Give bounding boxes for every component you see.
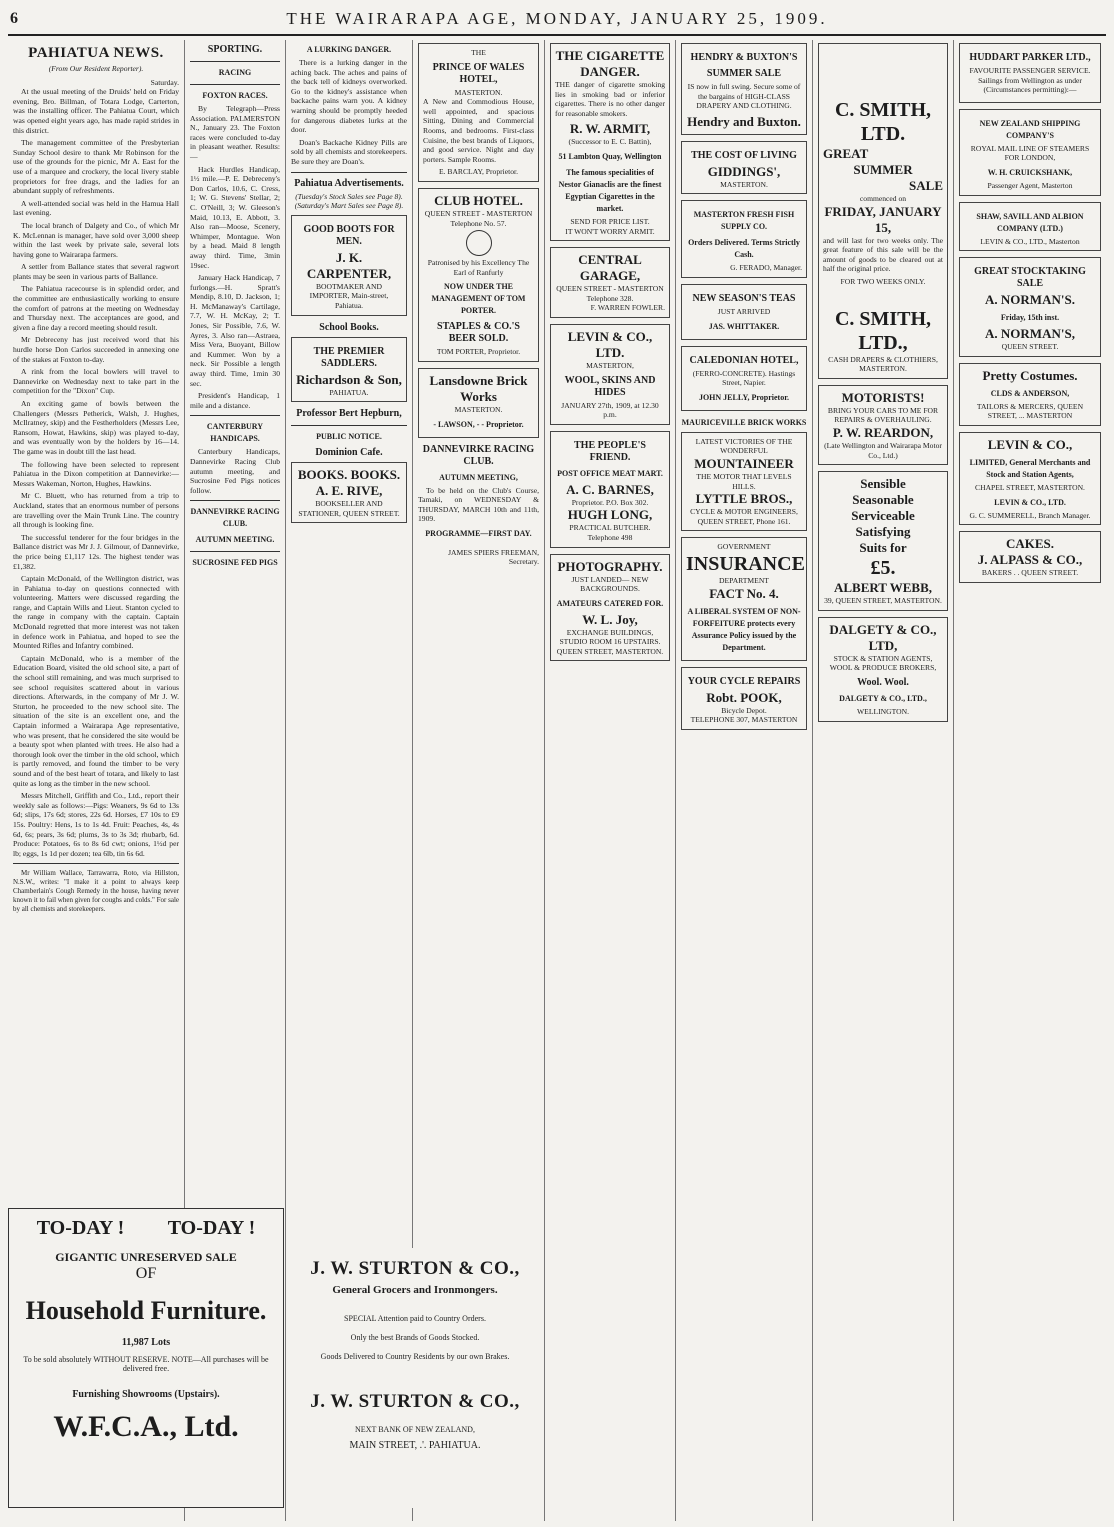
race-paragraph: By Telegraph—Press Association. PALMERSTON N., January 23. The Foxton races were concluded to-day in pleasant weather. Results:— xyxy=(190,104,280,161)
stocktaking-date: Friday, 15th inst. xyxy=(1000,313,1060,323)
summer-sale-heading: SUMMER SALE xyxy=(706,68,782,79)
brick-place: MASTERTON. xyxy=(454,404,503,414)
pook-depot: Bicycle Depot. xyxy=(721,705,767,715)
fact-heading: FACT No. 4. xyxy=(709,585,779,601)
mountaineer-sub: THE MOTOR THAT LEVELS HILLS. xyxy=(696,471,792,491)
fish-terms: Orders Delivered. Terms Strictly Cash. xyxy=(688,238,800,260)
race-paragraph: Canterbury Handicaps, Dannevirke Racing Club autumn meeting, and Sucrosine Fed Pigs notices follow. xyxy=(190,447,280,495)
news-paragraph: The Pahiatua racecourse is in splendid order, and the committee are enthusiastically working to ensure the comfort of patrons at the meeting on Wednesday and Thursday next. The acceptances are good, and given a fine day a record meeting should result. xyxy=(13,284,179,332)
news-paragraph: Mr Debreceny has just received word that his hurdle horse Don Carlos succeeded in annexing one of the stakes at Foxton to-day. xyxy=(13,335,179,364)
wool-heading: Wool. Wool. xyxy=(857,676,909,688)
levin-merchants-ad xyxy=(959,432,1101,525)
race-paragraph: January Hack Handicap, 7 furlongs.—H. Spratt's Mendip, 8.10, D. Jackson, 1; H. McManaway's Cartilage, 7.7, W. H. McKay, 2; T. Jones, Sir Possible, 7.6, W. Ayres, 3. Also ran—Astraea, Miss Vera, Buoyant, Billow and Kummer. Won by a neck. Sir Possible a length away third. Time, 1min 30 sec. xyxy=(190,273,280,388)
two-weeks-label: FOR TWO WEEKS ONLY. xyxy=(840,276,926,286)
news-paragraph: At the usual meeting of the Druids' held on Friday evening, Bro. Billman, of Totara Lodge, Carterton, was the installing officer. The Pahiatua Court, which was opened eight years ago, has made rapid strides in this district. xyxy=(13,87,179,135)
costumes-ad xyxy=(959,363,1101,426)
garage-address: QUEEN STREET - MASTERTON Telephone 328. xyxy=(556,284,664,303)
shaw-savill-ad xyxy=(959,202,1101,252)
suits-line: Suits for xyxy=(859,540,907,556)
norman-ad xyxy=(959,257,1101,357)
sporting-heading: SPORTING. xyxy=(207,44,263,55)
armit-worry: IT WON'T WORRY ARMIT. xyxy=(565,226,655,236)
canterbury-heading: CANTERBURY HANDICAPS. xyxy=(206,422,264,444)
showrooms-label: Furnishing Showrooms (Upstairs). xyxy=(72,1389,220,1400)
hepburn-heading: Professor Bert Hepburn, xyxy=(296,408,402,420)
levin-place: MASTERTON, xyxy=(586,360,634,370)
mountaineer-heading: MOUNTAINEER xyxy=(694,455,794,471)
suits-line: Satisfying xyxy=(855,524,911,540)
autumn-meeting-heading: AUTUMN MEETING. xyxy=(195,535,275,545)
mauriceville-heading: MAURICEVILLE BRICK WORKS xyxy=(681,417,807,427)
armit-price-list: SEND FOR PRICE LIST. xyxy=(570,216,650,226)
prince-of-wales-ad xyxy=(418,43,539,182)
today-row xyxy=(15,1215,277,1241)
summerell-manager: G. C. SUMMERELL, Branch Manager. xyxy=(969,510,1091,520)
costumes-heading: Pretty Costumes. xyxy=(982,367,1078,383)
joy-address: STUDIO ROOM 16 UPSTAIRS. QUEEN STREET, MASTERTON. xyxy=(556,637,664,656)
brick-heading: Lansdowne Brick Works xyxy=(429,372,528,404)
hotel-place: MASTERTON. xyxy=(454,87,503,97)
column-drapers xyxy=(675,40,812,1521)
hendry-buxton-name: Hendry and Buxton. xyxy=(687,113,801,129)
lyttle-details: CYCLE & MOTOR ENGINEERS, QUEEN STREET, Phone 161. xyxy=(690,507,798,526)
racing-programme: PROGRAMME—FIRST DAY. xyxy=(425,528,532,538)
reardon-sub: (Late Wellington and Wairarapa Motor Co., Ltd.) xyxy=(824,440,942,460)
meat-mart-ad xyxy=(550,431,670,548)
webb-suits-ad xyxy=(818,471,948,611)
news-paragraph: The local branch of Dalgety and Co., of which Mr K. McLennan is manager, have sold over 3,000 sheep within the last week by private sale, several lots having gone to Wairarapa farmers. xyxy=(13,220,179,259)
caledonian-sub: (FERRO-CONCRETE). Hastings Street, Napier. xyxy=(692,368,796,388)
levin-heading: LEVIN & CO., LTD. xyxy=(567,328,653,360)
shaw-savill-heading: SHAW, SAVILL AND ALBION COMPANY (LTD.) xyxy=(976,211,1084,233)
photography-sub: JUST LANDED— NEW BACKGROUNDS. xyxy=(571,574,649,594)
rive-trade: BOOKSELLER AND STATIONER, QUEEN STREET. xyxy=(298,499,400,518)
hugh-long-details: PRACTICAL BUTCHER. Telephone 498 xyxy=(569,523,651,542)
garage-heading: CENTRAL GARAGE, xyxy=(578,252,642,284)
fish-heading: MASTERTON FRESH FISH SUPPLY CO. xyxy=(693,210,795,232)
garage-proprietor: F. WARREN FOWLER. xyxy=(590,303,665,313)
summer-label: SUMMER xyxy=(853,162,913,177)
armit-tagline: The famous specialities of Nestor Gianaclis are the finest Egyptian Cigarettes in the market. xyxy=(558,167,662,213)
club-hotel-ad xyxy=(418,188,539,362)
suits-price: £5. xyxy=(870,557,896,580)
column-smith xyxy=(812,40,953,1521)
divider xyxy=(190,500,280,501)
reardon-name: P. W. REARDON, xyxy=(832,424,934,440)
racing-secretary: JAMES SPIERS FREEMAN, Secretary. xyxy=(448,547,539,567)
pahiatua-ads-note: (Tuesday's Stock Sales see Page 8). (Saturday's Mart Sales see Page 8). xyxy=(294,191,404,211)
reardon-ad xyxy=(818,385,948,465)
racing-club-heading: DANNEVIRKE RACING CLUB. xyxy=(422,443,535,467)
teas-arrived: JUST ARRIVED xyxy=(717,306,771,316)
webb-name: ALBERT WEBB, xyxy=(833,580,933,596)
sturton-brands: Only the best Brands of Goods Stocked. xyxy=(350,1333,480,1342)
cigarette-ad xyxy=(550,43,670,241)
brick-proprietor: - LAWSON, - - Proprietor. xyxy=(433,419,524,429)
huddart-heading: HUDDART PARKER LTD., xyxy=(969,52,1091,63)
caledonian-heading: CALEDONIAN HOTEL, xyxy=(689,354,799,366)
teas-ad xyxy=(681,284,807,340)
cycle-repairs-heading: YOUR CYCLE REPAIRS xyxy=(687,675,801,687)
saddlers-name: Richardson & Son, xyxy=(296,371,402,387)
motorists-sub: BRING YOUR CARS TO ME FOR REPAIRS & OVERHAULING. xyxy=(827,405,939,425)
mountaineer-ad xyxy=(681,432,807,532)
clds-sub: TAILORS & MERCERS, QUEEN STREET, ... MASTERTON xyxy=(976,401,1084,421)
lurking-danger-heading: A LURKING DANGER. xyxy=(306,45,392,54)
cakes-heading: CAKES. xyxy=(1005,536,1055,552)
levin-sale-items: WOOL, SKINS AND HIDES xyxy=(564,374,656,398)
latest-victories: LATEST VICTORIES OF THE WONDERFUL xyxy=(695,436,793,456)
sale-note: To be sold absolutely WITHOUT RESERVE. NOTE—All purchases will be delivered free. xyxy=(23,1355,269,1373)
club-hotel-patron: Patronised by his Excellency The Earl of Ranfurly xyxy=(427,258,530,277)
dalgety-ad xyxy=(818,617,948,722)
club-hotel-heading: CLUB HOTEL. xyxy=(434,192,523,208)
webb-address: 39, QUEEN STREET, MASTERTON. xyxy=(824,596,942,606)
divider xyxy=(291,172,407,173)
insurance-heading: INSURANCE xyxy=(686,552,805,575)
pahiatua-news-heading: PAHIATUA NEWS. xyxy=(28,45,164,61)
staples-beer: STAPLES & CO.'S BEER SOLD. xyxy=(437,321,520,345)
hendry-buxton-heading: HENDRY & BUXTON'S xyxy=(690,52,798,63)
armit-address: 51 Lambton Quay, Wellington xyxy=(558,151,662,161)
alpass-name: J. ALPASS & CO., xyxy=(977,552,1083,568)
race-paragraph: President's Handicap, 1 mile and a distance. xyxy=(190,391,280,410)
race-paragraph: Hack Hurdles Handicap, 1½ mile.—P. E. Debreceny's Don Carlos, 10.6, C. Cress, 1; W. G. Stevens' Stellar, 2; C. O'Neill, 3; W. Gleeson's Maid, 10.13, E. Abbott, 3. Also ran—Moose, Scenery, Whimper, Montague. Won by a head. Maid 8 length away third. Time, 3min 19sec. xyxy=(190,164,280,270)
sale-label: SALE xyxy=(909,178,943,193)
giddings-place: MASTERTON. xyxy=(720,179,768,189)
stocktaking-heading: GREAT STOCKTAKING SALE xyxy=(974,266,1086,290)
news-paragraph: A rink from the local bowlers will travel to Dannevirke on Wednesday next to take part in the competition for the "Dixon" Cup. xyxy=(13,367,179,396)
huddart-ad xyxy=(959,43,1101,103)
byline: (From Our Resident Reporter). xyxy=(48,64,144,73)
carpenter-trade: BOOTMAKER AND IMPORTER, Main-street, Pahiatua. xyxy=(309,281,389,310)
hotel-description: A New and Commodious House, well appointed, and spacious Sitting, Dining and Commercial Rooms, and bedrooms. First-class Cuisine, the best brands of Liquors, and good service. Night and day porters. Sample Rooms. xyxy=(423,97,534,164)
sale-date: FRIDAY, JANUARY 15, xyxy=(824,203,942,235)
news-paragraph: Mr C. Bluett, who has returned from a trip to Auckland, states that an enormous number of persons are travelling over the Main Trunk Line. The country all through is looking fine. xyxy=(13,491,179,530)
barnes-details: Proprietor. P.O. Box 302. xyxy=(571,497,649,507)
column-shipping xyxy=(953,40,1106,1521)
divider xyxy=(190,61,280,62)
central-garage-ad xyxy=(550,247,670,318)
furniture-heading: Household Furniture. xyxy=(25,1296,267,1325)
dalgety-name: DALGETY & CO., LTD, xyxy=(829,621,937,653)
photography-heading: PHOTOGRAPHY. xyxy=(557,558,663,574)
pook-ad xyxy=(681,667,807,730)
racing-date: To be held on the Club's Course, Tamaki, on WEDNESDAY & THURSDAY, MARCH 10th and 11th, 1909. xyxy=(418,485,539,524)
hugh-long-name: HUGH LONG, xyxy=(567,507,653,523)
insurance-dept: DEPARTMENT xyxy=(719,575,769,585)
sucrosine-heading: SUCROSINE FED PIGS xyxy=(192,558,278,568)
hotel-name: PRINCE OF WALES HOTEL, xyxy=(432,61,525,85)
suits-line: Seasonable xyxy=(852,492,914,508)
furniture-sale-ad xyxy=(8,1208,284,1508)
club-hotel-address: QUEEN STREET - MASTERTON Telephone No. 57. xyxy=(424,208,533,228)
today-right: TO-DAY ! xyxy=(167,1217,256,1239)
carpenter-name: J. K. CARPENTER, xyxy=(306,249,392,281)
levin-agents: LEVIN & CO., LTD., Masterton xyxy=(980,236,1080,246)
photography-ad xyxy=(550,554,670,662)
sturton-ad xyxy=(285,1248,544,1508)
huddart-text: Sailings from Wellington as under (Circumstances permitting):— xyxy=(978,75,1082,95)
cigarette-heading: THE CIGARETTE DANGER. xyxy=(555,48,665,79)
saddlers-ad xyxy=(291,337,407,403)
testimonial-paragraph: Mr William Wallace, Tarrawarra, Roto, via Hillston, N.S.W., writes: "I make it a point to always keep Chamberlain's Cough Remedy in the house, having never known it to fail when given for coughs and colds." For sale by all chemists and storekeepers. xyxy=(13,869,179,914)
levin-sale-date: JANUARY 27th, 1909, at 12.30 p.m. xyxy=(561,400,659,420)
sturton-delivered: Goods Delivered to Country Residents by our own Brakes. xyxy=(320,1352,510,1361)
motorists-heading: MOTORISTS! xyxy=(841,389,925,405)
dominion-cafe-heading: Dominion Cafe. xyxy=(315,447,383,459)
nz-shipping-ad xyxy=(959,109,1101,196)
pahiatua-ads-heading: Pahiatua Advertisements. xyxy=(294,177,404,189)
hotel-proprietor: E. BARCLAY, Proprietor. xyxy=(438,167,519,177)
club-hotel-management: NOW UNDER THE MANAGEMENT OF TOM PORTER. xyxy=(431,282,526,316)
sturton-trade: General Grocers and Ironmongers. xyxy=(332,1284,498,1296)
caledonian-proprietor: JOHN JELLY, Proprietor. xyxy=(698,392,790,402)
levin-sale-ad xyxy=(550,324,670,425)
giddings-name: GIDDINGS', xyxy=(707,163,781,179)
suits-line: Serviceable xyxy=(851,508,915,524)
dalgety-sub: STOCK & STATION AGENTS, WOOL & PRODUCE BROKERS, xyxy=(829,653,937,673)
nz-shipping-sub: ROYAL MAIL LINE OF STEAMERS FOR LONDON, xyxy=(970,143,1090,163)
post-office-meat: POST OFFICE MEAT MART. xyxy=(557,468,663,478)
alpass-sub: BAKERS . . QUEEN STREET. xyxy=(981,568,1079,578)
news-paragraph: An exciting game of bowls between the Challengers (Messrs Petherick, Walsh, J. Hughes, McIlratney, skip) and the Festherholders (Messrs Lee, Ransom, Howat, Hawkins, skip) was played to-day, and was eventually won by the holders by 16—14. The game was in doubt till the last head. xyxy=(13,399,179,456)
nz-shipping-heading: NEW ZEALAND SHIPPING COMPANY'S xyxy=(979,118,1081,140)
barnes-name: A. C. BARNES, xyxy=(566,481,654,497)
gigantic-heading: GIGANTIC UNRESERVED SALE xyxy=(55,1250,237,1264)
cigarette-text: THE danger of cigarette smoking lies in smoking bad or inferior cigarettes. There is no other danger for reasonable smokers. xyxy=(555,80,665,118)
divider xyxy=(190,551,280,552)
insurance-government: GOVERNMENT xyxy=(717,542,771,552)
carpenter-ad xyxy=(291,215,407,316)
saddlers-heading: THE PREMIER SADDLERS. xyxy=(313,345,385,369)
smith-sale-ad xyxy=(818,43,948,379)
today-left: TO-DAY ! xyxy=(36,1217,125,1239)
divider xyxy=(13,863,179,864)
commenced-label: commenced on xyxy=(859,194,907,203)
page-number: 6 xyxy=(10,10,18,27)
books-heading: BOOKS. BOOKS. xyxy=(297,467,401,483)
divider xyxy=(190,415,280,416)
wfca-name: W.F.C.A., Ltd. xyxy=(53,1410,239,1443)
norman-name: A. NORMAN'S. xyxy=(985,292,1075,308)
smith-heading-2: C. SMITH, LTD., xyxy=(834,307,932,354)
armit-successor: (Successor to E. C. Battin), xyxy=(568,137,652,147)
column-cigarettes xyxy=(544,40,675,1521)
dalgety-place: WELLINGTON. xyxy=(857,706,909,716)
hotel-the: THE xyxy=(471,48,486,57)
suits-line: Sensible xyxy=(860,476,906,492)
lots-count: 11,987 Lots xyxy=(121,1337,171,1348)
divider xyxy=(291,425,407,426)
norman-address: QUEEN STREET. xyxy=(1001,342,1059,352)
levin-merchants-name: LEVIN & CO., xyxy=(987,436,1073,452)
sturton-bank: NEXT BANK OF NEW ZEALAND, xyxy=(355,1425,475,1434)
sturton-street: MAIN STREET, .'. PAHIATUA. xyxy=(349,1440,481,1451)
foxton-races-heading: FOXTON RACES. xyxy=(202,91,268,100)
smith-heading: C. SMITH, LTD. xyxy=(834,99,932,145)
masthead xyxy=(8,6,1106,36)
whittaker-name: JAS. WHITTAKER. xyxy=(708,321,780,331)
public-notice-heading: PUBLIC NOTICE. xyxy=(316,432,382,442)
norman-name-2: A. NORMAN'S, xyxy=(985,326,1075,342)
hendry-buxton-text: IS now in full swing. Secure some of the bargains of HIGH-CLASS DRAPERY AND CLOTHING. xyxy=(687,82,801,111)
news-paragraph: The following have been selected to represent Pahiatua in the Dixon competition at Dannevirke:—Messrs Wakeman, Norton, Hughes, Hawkins. xyxy=(13,459,179,488)
news-paragraph: Captain McDonald, who is a member of the Education Board, visited the old school site, a part of the school still remaining, and was much surprised to see school requisites scattered about in various directions. Afterwards, in the company of Mr J. W. Sturton, he proceeded to the new school site. The situation of the site is an excellent one, and the Captain informed a Wairarapa Age representative, who was present, that he considered the site would be a beauty spot when planted with trees. He also had a thorough look over the timber in the old school, which is partly removed, and found the timber to be very sound and of the best heart of totara, and likely to last quite as long as the timber in the new school. xyxy=(13,653,179,788)
news-paragraph: The management committee of the Presbyterian Sunday School desire to thank Mr Robinson for the use of the grounds for the picnic, Mr A. East for the use of a marquee and crockery, the local livery stable proprietors for free drags, and the ladies for an abundant supply of refreshments. xyxy=(13,138,179,196)
newspaper-title: THE WAIRARAPA AGE, MONDAY, JANUARY 25, 1909. xyxy=(286,9,828,28)
giddings-ad xyxy=(681,141,807,195)
racing-subheading: RACING xyxy=(218,68,252,77)
news-paragraph: A well-attended social was held in the Hamua Hall last evening. xyxy=(13,198,179,218)
news-paragraph: A settler from Ballance states that several ragwort plants may be seen in various parts of Ballance. xyxy=(13,262,179,281)
smith-trade: CASH DRAPERS & CLOTHIERS, MASTERTON. xyxy=(828,354,938,374)
pook-address: TELEPHONE 307, MASTERTON xyxy=(690,715,798,725)
caledonian-ad xyxy=(681,346,807,411)
clds-name: CLDS & ANDERSON, xyxy=(990,388,1070,398)
staples-proprietor: TOM PORTER, Proprietor. xyxy=(436,347,521,357)
boots-heading: GOOD BOOTS FOR MEN. xyxy=(303,223,395,247)
news-paragraph: Messrs Mitchell, Griffith and Co., Ltd., report their weekly sale as follows:—Pigs: Weaners, 9s 6d to 13s 6d; slips, 17s 6d; stores, 22s 6d. Horses, £7 10s to £9 15s. Poultry: Hens, 1s to 1s 4d. Fruit: Peaches, 4s, 4s 6d, 6s; pears, 3s 6d; plums, 3s to 3s 3d; rhubarb, 6d. Produce: Potatoes, 6s to 8s 6d cwt; onions, 1½d per lb; eggs, 1s 1d per dozen; tea 6lb, tin 6s 6d. xyxy=(13,791,179,858)
insurance-ad xyxy=(681,537,807,660)
joy-building: EXCHANGE BUILDINGS, xyxy=(566,627,654,637)
huddart-sub: FAVOURITE PASSENGER SERVICE. xyxy=(969,66,1091,75)
peoples-friend: THE PEOPLE'S FRIEND. xyxy=(574,439,646,463)
amateurs-catered: AMATEURS CATERED FOR. xyxy=(556,598,664,608)
dalgety-name-2: DALGETY & CO., LTD., xyxy=(839,693,927,703)
fish-supply-ad xyxy=(681,200,807,278)
lyttle-name: LYTTLE BROS., xyxy=(695,491,793,507)
sturton-name-2: J. W. STURTON & CO., xyxy=(310,1391,520,1412)
ad-paragraph: Doan's Backache Kidney Pills are sold by all chemists and storekeepers. Be sure they are Doan's. xyxy=(291,137,407,166)
saddlers-place: PAHIATUA. xyxy=(329,387,369,397)
sturton-name: J. W. STURTON & CO., xyxy=(310,1258,520,1279)
teas-heading: NEW SEASON'S TEAS xyxy=(692,292,796,304)
day-label: Saturday. xyxy=(150,77,179,87)
of-label: OF xyxy=(135,1265,157,1282)
levin-merchants-sub: LIMITED, General Merchants and Stock and Station Agents, xyxy=(969,457,1091,479)
fish-manager: G. FERADO, Manager. xyxy=(730,263,802,273)
divider xyxy=(190,84,280,85)
cruickshank-sub: Passenger Agent, Masterton xyxy=(987,180,1073,190)
rive-name: A. E. RIVE, xyxy=(315,483,383,499)
royal-crest-icon xyxy=(466,230,492,256)
alpass-ad xyxy=(959,531,1101,583)
news-paragraph: The successful tenderer for the four bridges in the Ballance district was Mr J. J. Gilmour, of Dannevirke, the price being £1,117 12s. The highest tender was £1,382. xyxy=(13,532,179,571)
cost-of-living-heading: THE COST OF LIVING xyxy=(691,149,797,161)
rive-ad xyxy=(291,462,407,523)
armit-name: R. W. ARMIT, xyxy=(569,121,651,137)
joy-name: W. L. Joy, xyxy=(582,611,638,627)
sturton-special: SPECIAL Attention paid to Country Orders. xyxy=(344,1314,486,1323)
ad-paragraph: There is a lurking danger in the aching back. The aches and pains of the back tell of kidneys overworked. Go to the kidney's assistance when backache pains warn you. A kidney warning should be promptly heeded for dangerous diabetes lurks at the door. xyxy=(291,58,407,135)
fact-text: A LIBERAL SYSTEM OF NON-FORFEITURE protects every Assurance Policy issued by the Department. xyxy=(687,606,801,652)
great-label: GREAT xyxy=(823,146,869,161)
dannevirke-racing-ad xyxy=(418,444,539,568)
levin-merchants-address: CHAPEL STREET, MASTERTON. xyxy=(975,482,1085,492)
cruickshank-name: W. H. CRUICKSHANK, xyxy=(987,167,1073,177)
dannevirke-heading: DANNEVIRKE RACING CLUB. xyxy=(190,507,280,529)
school-books-heading: School Books. xyxy=(319,321,379,333)
news-paragraph: Captain McDonald, of the Wellington district, was in Pahiatua to-day on questions connected with volunteering. Matters were discussed regarding the range, and Captain Wills and Lieut. Stanton cycled to the range in company with the captain. Captain McDonald regretted that more interest was not taken in defence work in Pahiatua, and hoped to see the Mounted Rifles and Infantry combined. xyxy=(13,574,179,651)
hendry-buxton-ad xyxy=(681,43,807,135)
lansdowne-brick-ad xyxy=(418,368,539,438)
pook-name: Robt. POOK, xyxy=(706,689,782,705)
sale-text: and will last for two weeks only. The great feature of this sale will be the amount of goods to be cleared out at half the original price. xyxy=(823,235,943,274)
levin-ltd: LEVIN & CO., LTD. xyxy=(994,497,1066,507)
racing-autumn-meeting: AUTUMN MEETING, xyxy=(439,472,518,482)
